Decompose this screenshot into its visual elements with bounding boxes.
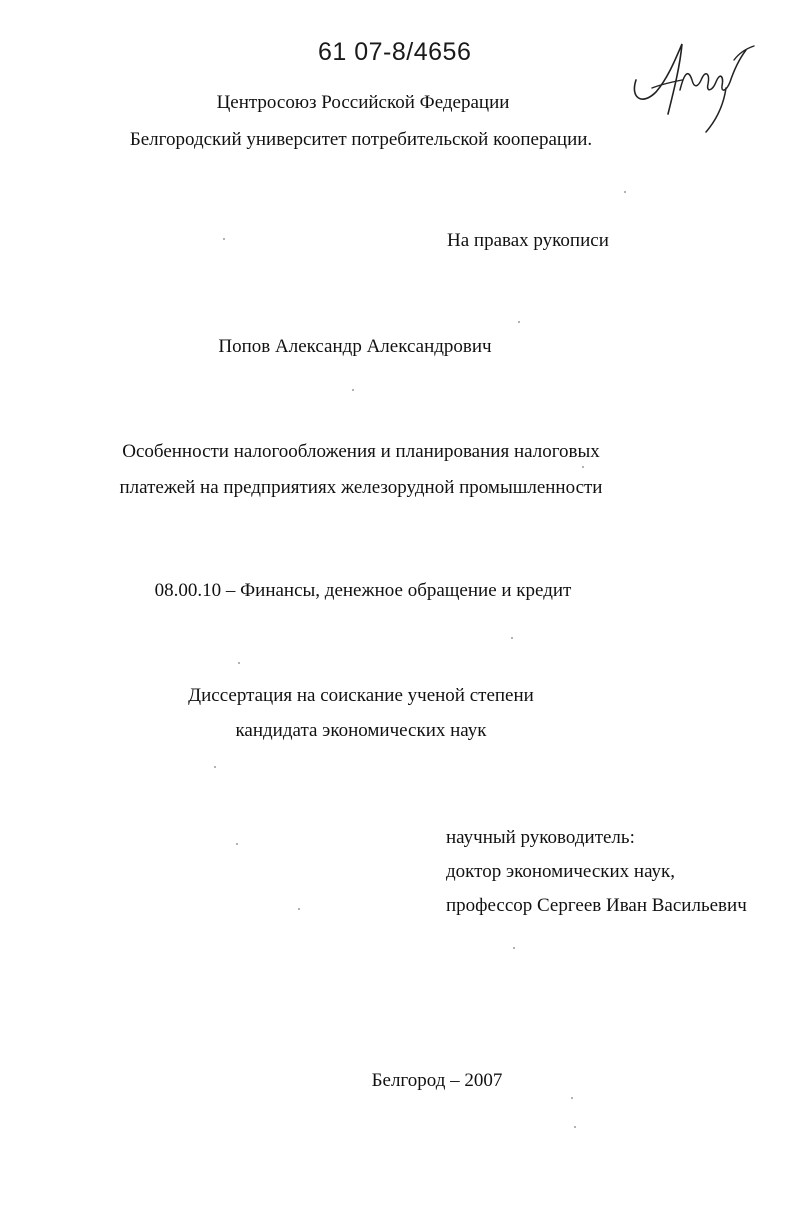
scan-speck: [236, 843, 238, 845]
scan-speck: [571, 1097, 573, 1099]
supervisor-degree: доктор экономических наук,: [446, 861, 676, 882]
scan-speck: [352, 389, 354, 391]
specialty-code: 08.00.10 – Финансы, денежное обращение и кредит: [154, 580, 572, 601]
organization-name: Центросоюз Российской Федерации: [216, 92, 510, 113]
dissertation-title-line-2: платежей на предприятиях железорудной промышленности: [119, 477, 603, 498]
scan-speck: [511, 637, 513, 639]
university-name: Белгородский университет потребительской кооперации.: [129, 129, 593, 150]
supervisor-label: научный руководитель:: [446, 827, 635, 848]
scan-speck: [513, 947, 515, 949]
scan-speck: [574, 1126, 576, 1128]
scan-speck: [582, 466, 584, 468]
handwritten-signature-icon: [622, 22, 762, 137]
scan-speck: [518, 321, 520, 323]
scan-speck: [223, 238, 225, 240]
rights-note: На правах рукописи: [447, 230, 609, 251]
archive-number-stamp: 61 07-8/4656: [318, 38, 472, 66]
author-name: Попов Александр Александрович: [218, 336, 492, 357]
place-and-year: Белгород – 2007: [371, 1070, 503, 1091]
scan-speck: [238, 662, 240, 664]
scan-speck: [214, 766, 216, 768]
supervisor-name: профессор Сергеев Иван Васильевич: [446, 895, 747, 916]
degree-line-2: кандидата экономических наук: [235, 720, 487, 741]
degree-line-1: Диссертация на соискание ученой степени: [188, 685, 534, 706]
dissertation-title-line-1: Особенности налогообложения и планирования налоговых: [122, 441, 600, 462]
scan-speck: [298, 908, 300, 910]
scan-speck: [624, 191, 626, 193]
